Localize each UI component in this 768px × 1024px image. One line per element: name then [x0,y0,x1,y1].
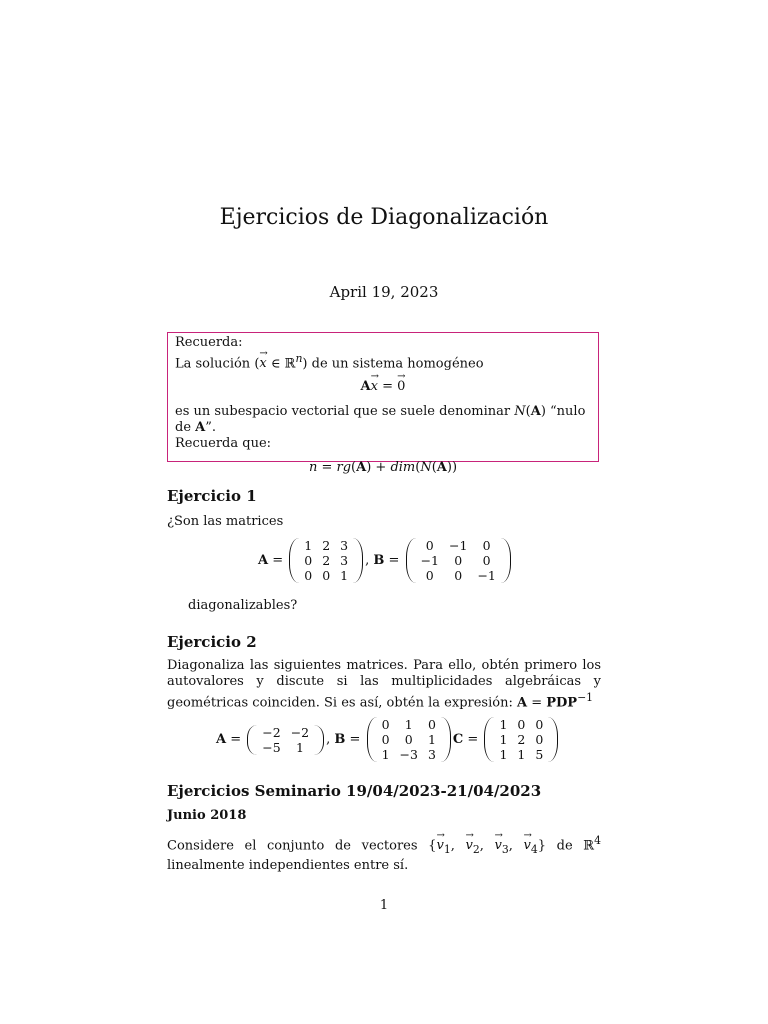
equals-sign: = [463,732,483,747]
equals-sign: = [377,379,398,395]
cell: 1 [517,747,526,762]
right-paren [314,725,324,755]
cell: 0 [304,568,313,583]
cell: 0 [322,568,331,583]
subscript: 1 [443,842,451,856]
text: linealmente independientes entre sí. [167,857,409,873]
vector-v: v → [494,838,501,854]
paren: ) [366,460,372,476]
superscript: n [295,352,303,365]
cell: 1 [295,739,304,755]
cell: 0 [381,717,390,732]
cell: 1 [381,747,390,762]
var-n: n [308,460,318,476]
matrix-A-ej2 [247,725,324,755]
cell: 0 [482,538,491,553]
equation-homogeneous [175,379,591,395]
subscript: 2 [472,842,480,856]
cell: 2 [517,732,526,747]
ej1-outro: diagonalizables? [188,598,298,613]
text: es un subespacio vectorial que se suele denominar [175,404,515,420]
vector-v: v → [524,838,531,854]
cell: −1 [449,538,468,553]
cell: 3 [340,553,349,568]
recuerda-heading: Recuerda: [175,335,243,350]
vector-x: x → [259,356,266,372]
matrix-B-ej2 [367,717,451,762]
rank-function: rg [336,460,352,476]
text: “nulo de [175,404,586,436]
matrix-label-C: C [452,732,464,747]
ej1-matrices [258,538,513,583]
cell: 5 [535,747,544,762]
ej2-paragraph [167,658,601,711]
matrix-A: A [516,695,528,711]
text: Considere el conjunto de vectores { [167,838,437,854]
cell: 0 [454,553,463,568]
matrix-A: A [360,379,371,395]
cell: 0 [454,568,463,583]
cell: 1 [304,538,313,553]
matrix-A: A [530,404,541,420]
text: ) de un sistema homogéneo [302,356,484,372]
comma: , [479,838,495,854]
seminario-paragraph [167,833,601,874]
right-paren [548,717,558,762]
cell: 1 [499,717,508,732]
seminario-subtitle: Junio 2018 [167,808,247,823]
recuerda-line-1 [175,351,591,372]
paren: ) [540,404,546,420]
text: } de ℝ [537,838,595,854]
document-title: Ejercicios de Diagonalización [219,205,549,230]
left-paren [247,725,257,755]
paren: )) [446,460,458,476]
cell: 0 [404,732,413,747]
matrix-B-ej1 [406,538,511,583]
cell: −1 [477,568,496,583]
left-paren [484,717,494,762]
subscript: 4 [530,842,538,856]
paren: ( [431,460,437,476]
cell: −5 [262,739,281,755]
cell: 2 [322,538,331,553]
equation-rank-nullity [175,460,591,476]
paren: ( [415,460,421,476]
matrix-A: A [356,460,367,476]
document-date: April 19, 2023 [329,283,439,301]
recuerda-line-3: Recuerda que: [175,436,272,452]
cell: −2 [262,724,281,740]
cell: 1 [499,747,508,762]
cell: 0 [517,717,526,732]
matrix-A: A [436,460,447,476]
text: ”. [205,420,217,436]
ej1-intro: ¿Son las matrices [167,514,284,529]
cell: 1 [404,717,413,732]
equals-sign: = [226,732,246,747]
matrix-A: A [195,420,206,436]
cell: 0 [535,717,544,732]
matrix-label-A: A [258,553,269,568]
null-space-symbol: N [514,404,526,420]
left-paren [367,717,377,762]
superscript: 4 [594,834,601,847]
matrix-PDP: PDP [546,695,578,711]
separator: , [365,553,374,568]
ej1-title: Ejercicio 1 [167,487,257,505]
ej2-title: Ejercicio 2 [167,633,257,651]
page-number: 1 [379,898,389,913]
cell: 3 [340,538,349,553]
right-paren [501,538,511,583]
matrix-label-B: B [373,553,385,568]
matrix-A-ej1 [289,538,363,583]
equals-sign: = [384,553,404,568]
seminario-title: Ejercicios Seminario 19/04/2023-21/04/2023 [167,782,542,800]
cell: 0 [304,553,313,568]
left-paren [406,538,416,583]
plus-sign: + [371,460,391,476]
cell: −1 [420,553,439,568]
right-paren [353,538,363,583]
cell: 0 [535,732,544,747]
exponent: −1 [577,691,594,704]
vector-v: v → [465,838,472,854]
recuerda-box [167,332,599,476]
cell: 1 [499,732,508,747]
left-paren [289,538,299,583]
cell: 3 [427,747,436,762]
cell: 0 [482,553,491,568]
text: ∈ ℝ [266,356,296,372]
ej2-matrices [216,717,560,762]
separator: , [326,732,335,747]
cell: 1 [340,568,349,583]
cell: 0 [425,568,434,583]
cell: 0 [425,538,434,553]
vector-x: x → [371,379,378,395]
paren: ( [525,404,531,420]
paren: ( [351,460,357,476]
cell: 1 [427,732,436,747]
cell: −3 [399,747,418,762]
equals-sign: = [268,553,288,568]
cell: 2 [322,553,331,568]
vector-v: v → [436,838,443,854]
cell: 0 [381,732,390,747]
null-space-symbol: N [420,460,432,476]
right-paren [441,717,451,762]
text: Diagonaliza las siguientes matrices. Para ello, obtén primero los autovalores y discute si las multiplicidades algebráicas y geométricas coinciden. Si es así, obtén la expresión: [167,658,601,711]
dim-function: dim [390,460,416,476]
comma: , [450,838,466,854]
matrix-C-ej2 [484,717,558,762]
subscript: 3 [501,842,509,856]
matrix-label-B: B [334,732,346,747]
cell: −2 [290,724,310,740]
comma: , [508,838,524,854]
equals-sign: = [345,732,365,747]
recuerda-line-2 [175,404,591,436]
equals-sign: = [317,460,337,476]
cell: 0 [427,717,436,732]
text: La solución ( [175,356,260,372]
zero-vector: 0 → [397,379,405,395]
equals-sign: = [527,695,547,711]
matrix-label-A: A [216,732,227,747]
